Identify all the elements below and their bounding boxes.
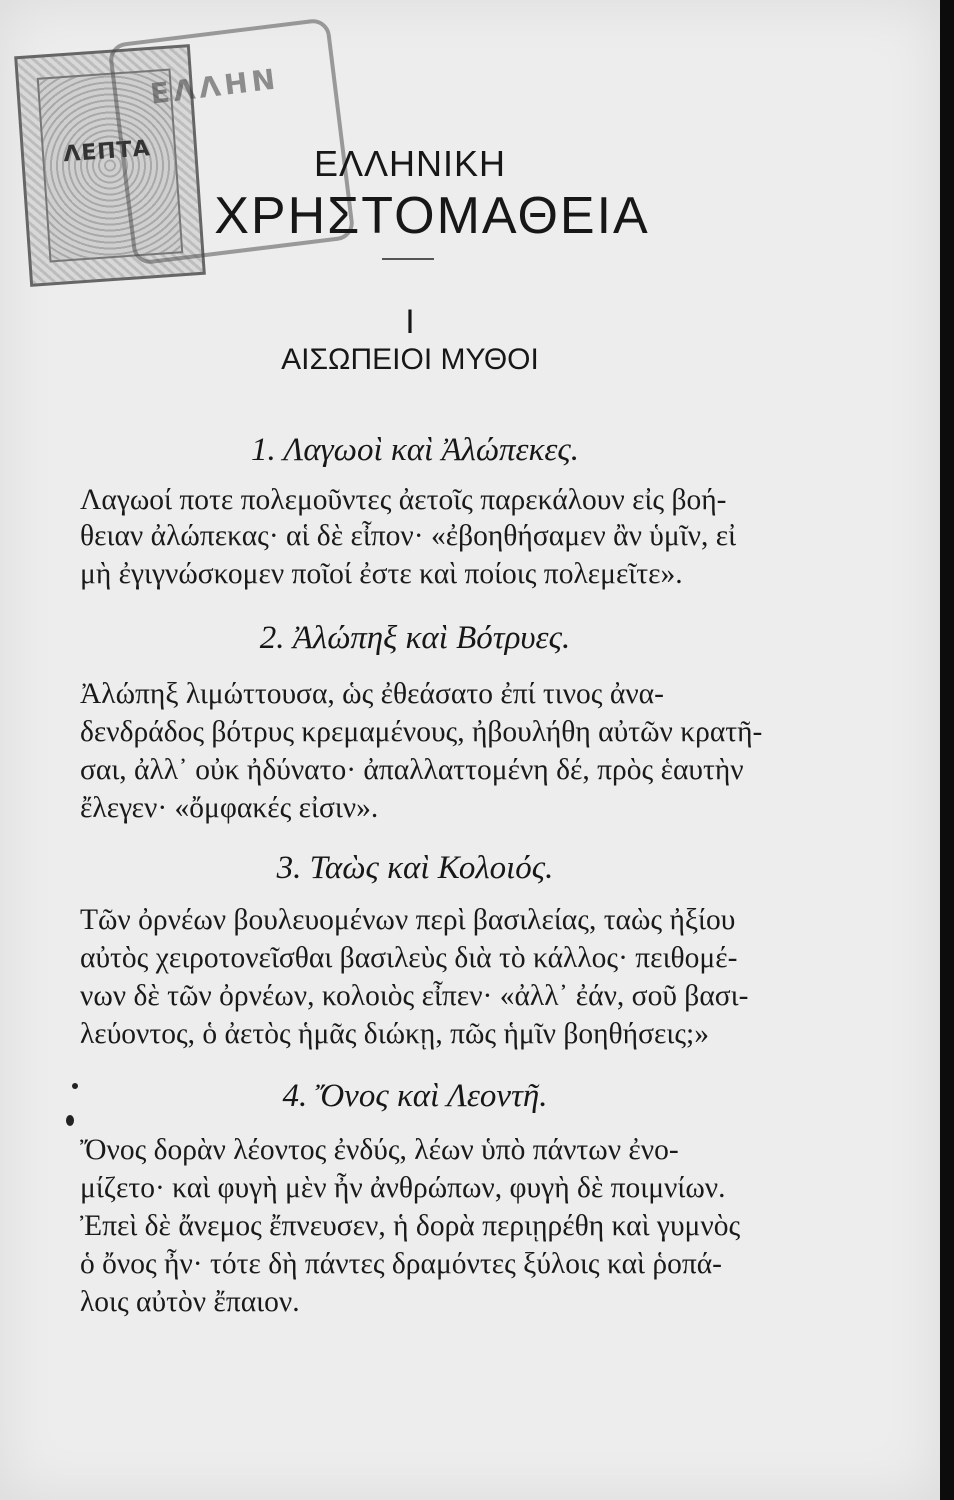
title-main: ΧΡΗΣΤΟΜΑΘΕΙΑ	[214, 187, 650, 245]
scan-edge	[940, 0, 954, 1500]
ink-speck	[66, 1115, 74, 1126]
fable-4-heading: 4. Ὄνος καὶ Λεοντῆ.	[282, 1078, 548, 1114]
fable-3-heading: 3. Ταὼς καὶ Κολοιός.	[276, 850, 554, 886]
section-number: Ι	[405, 303, 415, 341]
section-title: ΑΙΣΩΠΕΙΟΙ ΜΥΘΟΙ	[281, 343, 539, 376]
fable-2-heading: 2. Ἀλώπηξ καὶ Βότρυες.	[259, 620, 571, 656]
fable-2-line-2: δενδράδος βότρυς κρεμαμένους, ἠβουλήθη αὐτῶν κρατῆ-	[80, 716, 763, 748]
fable-3-line-1: Τῶν ὀρνέων βουλευομένων περὶ βασιλείας, ταὼς ἠξίου	[80, 904, 736, 936]
fable-1-line-3: μὴ ἐγιγνώσκομεν ποῖοί ἐστε καὶ ποίοις πολεμεῖτε».	[80, 558, 683, 590]
fable-3-line-3: νων δὲ τῶν ὀρνέων, κολοιὸς εἶπεν· «ἀλλ᾽ ἐάν, σοῦ βασι-	[80, 980, 749, 1012]
fable-1-heading: 1. Λαγωοὶ καὶ Ἀλώπεκες.	[251, 432, 579, 468]
fable-4-line-5: λοις αὐτὸν ἔπαιον.	[80, 1286, 300, 1318]
fable-3-line-2: αὐτὸς χειροτονεῖσθαι βασιλεὺς διὰ τὸ κάλλος· πειθομέ-	[80, 942, 738, 974]
cancellation-text: ΕΛΛΗΝ	[148, 62, 281, 111]
fable-2-line-3: σαι, ἀλλ᾽ οὐκ ἠδύνατο· ἀπαλλαττομένη δέ, πρὸς ἑαυτὴν	[80, 754, 744, 786]
fable-1-line-2: θειαν ἀλώπεκας· αἱ δὲ εἶπον· «ἐβοηθήσαμεν ἂν ὑμῖν, εἰ	[80, 520, 737, 552]
fable-4-line-2: μίζετο· καὶ φυγὴ μὲν ἦν ἀνθρώπων, φυγὴ δὲ ποιμνίων.	[80, 1172, 726, 1204]
stamp-label: ΛΕΠΤΑ	[62, 136, 152, 168]
ink-speck	[72, 1083, 78, 1089]
fable-4-line-3: Ἐπεὶ δὲ ἄνεμος ἔπνευσεν, ἡ δορὰ περιῃρέθη καὶ γυμνὸς	[80, 1210, 741, 1242]
fable-3-line-4: λεύοντος, ὁ ἀετὸς ἡμᾶς διώκῃ, πῶς ἡμῖν βοηθήσεις;»	[80, 1018, 709, 1050]
title-top: ΕΛΛΗΝΙΚΗ	[313, 143, 507, 184]
fable-4-line-1: Ὄνος δορὰν λέοντος ἐνδύς, λέων ὑπὸ πάντων ἐνο-	[80, 1134, 679, 1166]
fable-1-line-1: Λαγωοί ποτε πολεμοῦντες ἀετοῖς παρεκάλουν εἰς βοή-	[80, 484, 727, 516]
fable-2-line-1: Ἀλώπηξ λιμώττουσα, ὡς ἐθεάσατο ἐπί τινος ἀνα-	[80, 678, 664, 710]
fable-4-line-4: ὁ ὄνος ἦν· τότε δὴ πάντες δραμόντες ξύλοις καὶ ῥοπά-	[80, 1248, 722, 1280]
title-divider	[382, 258, 434, 260]
fable-2-line-4: ἔλεγεν· «ὄμφακές εἰσιν».	[80, 792, 379, 824]
